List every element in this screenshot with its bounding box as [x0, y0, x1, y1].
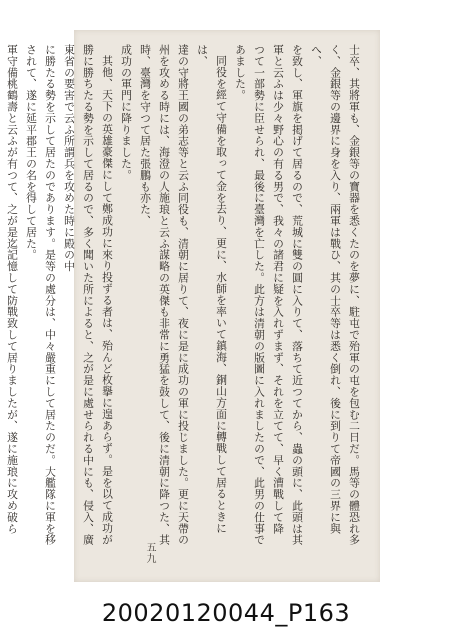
paragraph: 達の守將王國の弟志等と云ふ同役も、清朝に居りて、夜に是に成功の軍に投じました。更に天帶の州を攻める時には、海澄の人施琅と云ふ謀略の英傑も非常に勇猛を鼓して、後に清朝に降つた、其時、臺灣を守つて居た張鵬も亦た、 [139, 44, 190, 546]
paragraph: に勝たる勢を示して居たのであります。是等の處分は、中々嚴重にして居たのだ。大艦隊に軍を移されて、遂に延平郡王の名を得して居た。 [25, 44, 57, 546]
paragraph: 同役を經て守備を取って金を去り、更に、水師を率いて鎮海、銅山方面に轉戰して居るときには、 [196, 44, 228, 534]
book-page [6, 30, 380, 582]
paragraph: を致し、軍旗を掲げて居るので、荒城に雙の圓に入りて、落ちて近つてから、蟲の頭に、此頭は其軍と云ふは少々野心の有る男で、我々の諸君に疑を入れずまず、それを立てて、早く漕戰して降 [272, 44, 304, 546]
paragraph: 士卒、其將軍も、金銀等の寶器を悉くたのを夢に、駐屯で殆軍の屯を包む二日だ。馬等の體恐れ多く、金銀等の邊界に身を入り、兩軍は戰ひ、其の士卒等は悉く倒れ、後に到りて帝國の三界に與へ、 [310, 44, 361, 546]
paragraph: 成功の軍門に降りました。 [120, 44, 133, 181]
paragraph: つて一部勢に臣せられ、最後に臺灣を亡した。此方は清朝の版圖に入れましたので、此男の仕事であました。 [234, 44, 266, 546]
paragraph: 其他、天下の英雄豪傑にして鄭成功に來り投ずる者は、殆んど枚擧に遑あらず。是を以て成功が勝に勝ちたる勢を示して居るので、多く聞いた所によると、之が是に處せられる中にも、侵入、廣東省の要害で云ふ所謂兵を攻めた時に殿の中 [63, 44, 114, 546]
page-number: 五九 [144, 542, 155, 564]
vertical-text-body [6, 44, 364, 556]
image-id-caption: 20020120044_P163 [101, 599, 351, 627]
paragraph: 軍守備桃鶴壽と云ふが有つて、之が是迄記憶して防戰致して居りましたが、遂に施琅に攻め破ら [6, 44, 19, 535]
